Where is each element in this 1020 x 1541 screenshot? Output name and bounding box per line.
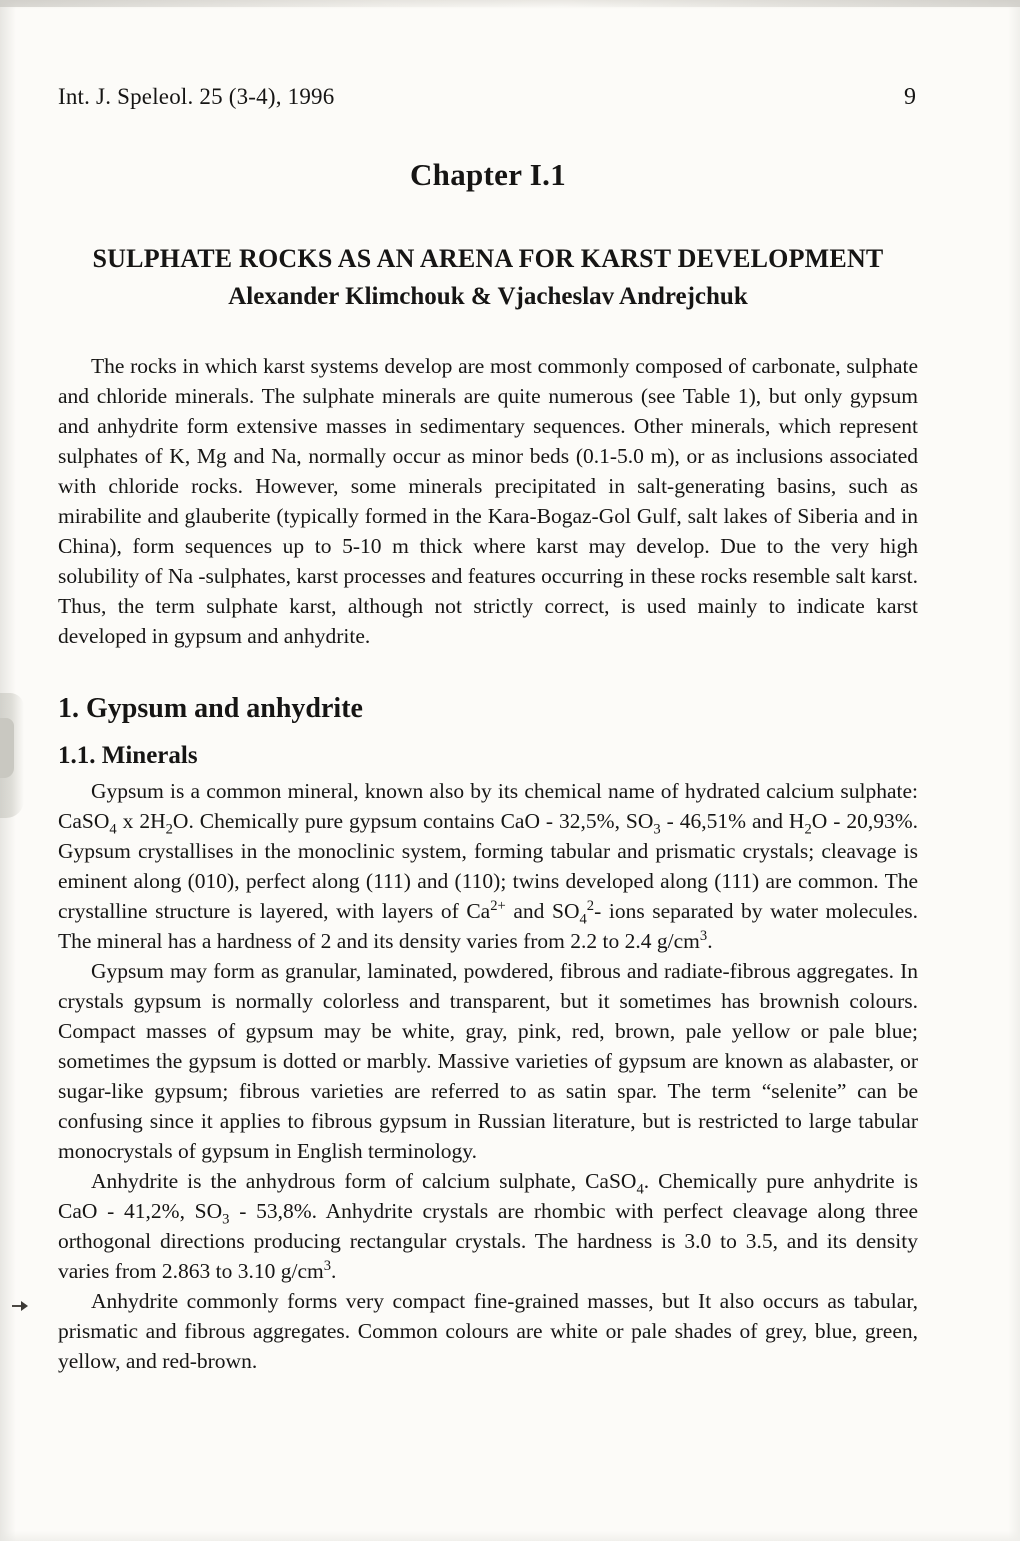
subsection-heading-minerals: 1.1. Minerals — [58, 742, 198, 769]
page-number: 9 — [904, 84, 916, 110]
paper-authors: Alexander Klimchouk & Vjacheslav Andrejchuk — [228, 283, 748, 310]
journal-reference: Int. J. Speleol. 25 (3-4), 1996 — [58, 84, 335, 109]
minerals-paragraph-gypsum-varieties: Gypsum may form as granular, laminated, powdered, fibrous and radiate-fibrous aggregates. In crystals gypsum is normally colorless and transparent, but it sometimes has brownish colours. Compact masses of gypsum may be white, gray, pink, red, brown, pale yellow or pale blue; sometimes the gypsum is dotted or marbly. Massive varieties of gypsum are known as alabaster, or sugar-like gypsum; fibrous varieties are referred to as satin spar. The term “selenite” can be confusing since it applies to fibrous gypsum in Russian literature, but is restricted to large tabular monocrystals of gypsum in English terminology. — [58, 959, 918, 1163]
paper-title: SULPHATE ROCKS AS AN ARENA FOR KARST DEVELOPMENT — [92, 244, 884, 273]
article-body — [58, 351, 918, 1376]
minerals-paragraph-anhydrite-chemistry: Anhydrite is the anhydrous form of calcium sulphate, CaSO$_4$. Chemically pure anhydrite is CaO - 41,2%, $SO_3 - 53,8\%$. Anhydrite crystals are rhombic with perfect cleavage along three orthogonal directions producing rectangular crystals. The hardness is 3.0 to 3.5, and its density varies from 2.863 to 3.10 $g/cm^3$. — [58, 1169, 918, 1283]
page-header — [58, 0, 918, 111]
chapter-title: Chapter I.1 — [409, 157, 566, 192]
intro-paragraph: The rocks in which karst systems develop are most commonly composed of carbonate, sulphate and chloride minerals. The sulphate minerals are quite numerous (see Table 1), but only gypsum and anhydrite form extensive masses in sedimentary sequences. Other minerals, which represent sulphates of K, Mg and Na, normally occur as minor beds (0.1-5.0 m), or as inclusions associated with chloride rocks. However, some minerals precipitated in salt-generating basins, such as mirabilite and glauberite (typically formed in the Kara-Bogaz-Gol Gulf, salt lakes of Siberia and in China), form sequences up to 5-10 m thick where karst may develop. Due to the very high solubility of Na -sulphates, karst processes and features occurring in these rocks resemble salt karst. Thus, the term sulphate karst, although not strictly correct, is used mainly to indicate karst developed in gypsum and anhydrite. — [58, 354, 918, 648]
minerals-paragraph-gypsum-chemistry: Gypsum is a common mineral, known also by its chemical name of hydrated calcium sulphate: CaSO$_4$ x $2H_2O$. Chemically pure gypsum contains CaO - 32,5%, $SO_3 - 46,51\%$ and $H_2O - 20,93\%$. Gypsum crystallises in the monoclinic system, forming tabular and prismatic crystals; cleavage is eminent along (010), perfect along (111) and (110); twins developed along (111) are common. The crystalline structure is layered, with layers of $Ca^{2+}$ and $SO_4^2-$ ions separated by water molecules. The mineral has a hardness of 2 and its density varies from 2.2 to 2.4 $g/cm^3$. — [58, 779, 919, 953]
section-heading-gypsum-and-anhydrite: 1. Gypsum and anhydrite — [58, 693, 363, 724]
minerals-paragraph-anhydrite-varieties: Anhydrite commonly forms very compact fine-grained masses, but It also occurs as tabular, prismatic and fibrous aggregates. Common colours are white or pale shades of grey, blue, green, yellow, and red-brown. — [58, 1289, 918, 1373]
